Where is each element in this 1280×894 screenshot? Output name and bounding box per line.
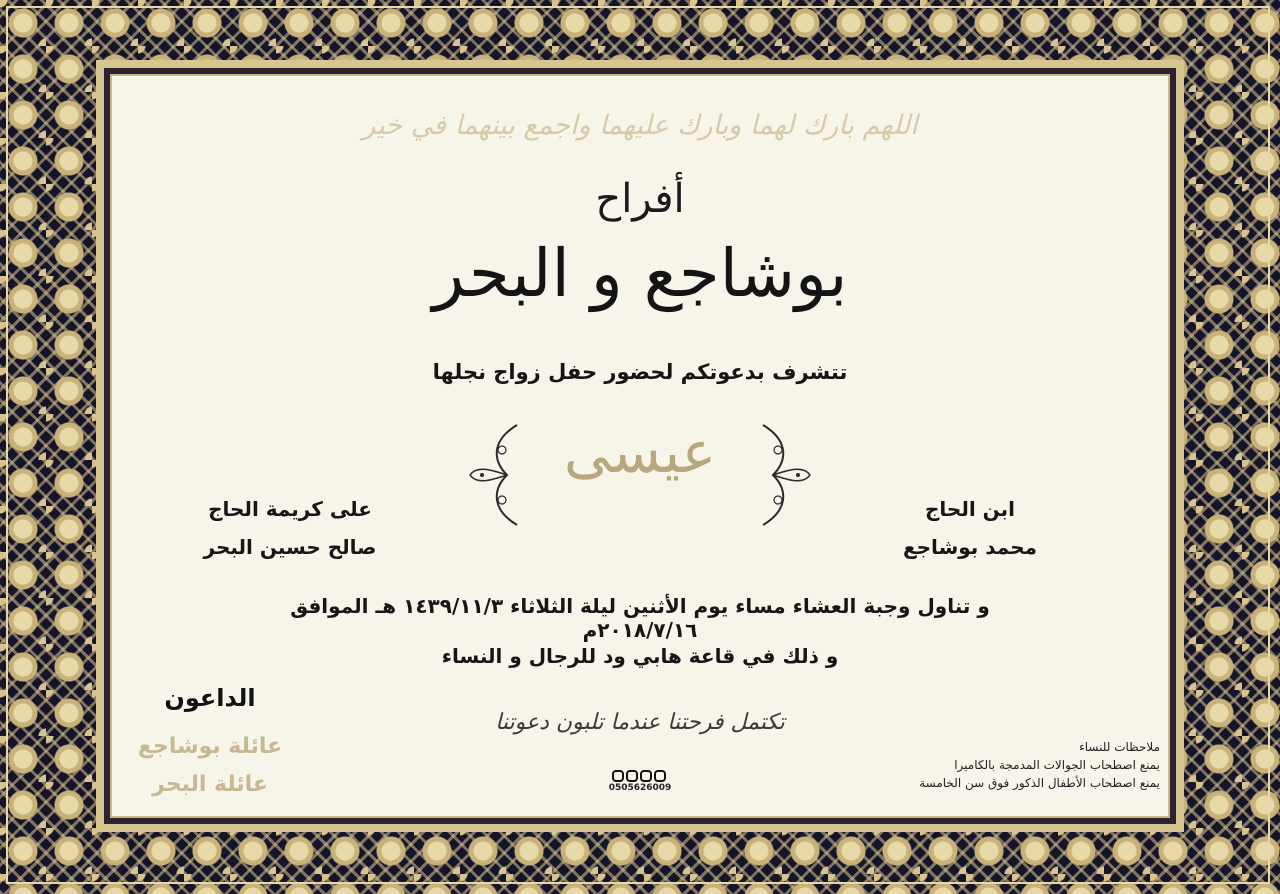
designer-phone: 0505626009 xyxy=(608,783,672,793)
closing-phrase: تكتمل فرحتنا عندما تلبون دعوتنا xyxy=(495,710,785,735)
dinner-date-line: و تناول وجبة العشاء مساء يوم الأثنين ليلة الثلاثاء ١٤٣٩/١١/٣ هـ الموافق ٢٠١٨/٧/١٦م xyxy=(290,594,990,642)
notes-item-1: يمنع اصطحاب الجوالات المدمجة بالكاميرا xyxy=(954,758,1160,772)
venue-line: و ذلك في قاعة هابي ود للرجال و النساء xyxy=(441,644,839,668)
bride-parent-line1: على كريمة الحاج xyxy=(208,497,372,521)
groom-parent-block xyxy=(860,490,1080,566)
notes-title: ملاحظات للنساء xyxy=(1079,740,1160,754)
host-family-2: عائلة البحر xyxy=(152,772,268,797)
blessing-text: اللهم بارك لهما وبارك عليهما واجمع بينهما في خير xyxy=(362,110,918,141)
notes-block xyxy=(820,738,1160,792)
heading-afrah: أفراح xyxy=(595,176,685,222)
hosts-title: الداعون xyxy=(164,684,256,712)
invitation-line: تتشرف بدعوتكم لحضور حفل زواج نجلها xyxy=(432,360,848,384)
designer-logo xyxy=(600,770,680,793)
groom-parent-line1: ابن الحاج xyxy=(924,497,1016,521)
family-names-title: بوشاجع و البحر xyxy=(432,235,848,312)
groom-parent-line2: محمد بوشاجع xyxy=(902,535,1038,559)
designer-logo-icon xyxy=(612,770,668,782)
host-family-1: عائلة بوشاجع xyxy=(137,734,283,759)
bride-parent-block xyxy=(180,490,400,566)
groom-name: عيسى xyxy=(563,418,717,486)
notes-item-2: يمنع اصطحاب الأطفال الذكور فوق سن الخامسة xyxy=(919,776,1160,790)
bride-parent-line2: صالح حسين البحر xyxy=(203,535,377,559)
